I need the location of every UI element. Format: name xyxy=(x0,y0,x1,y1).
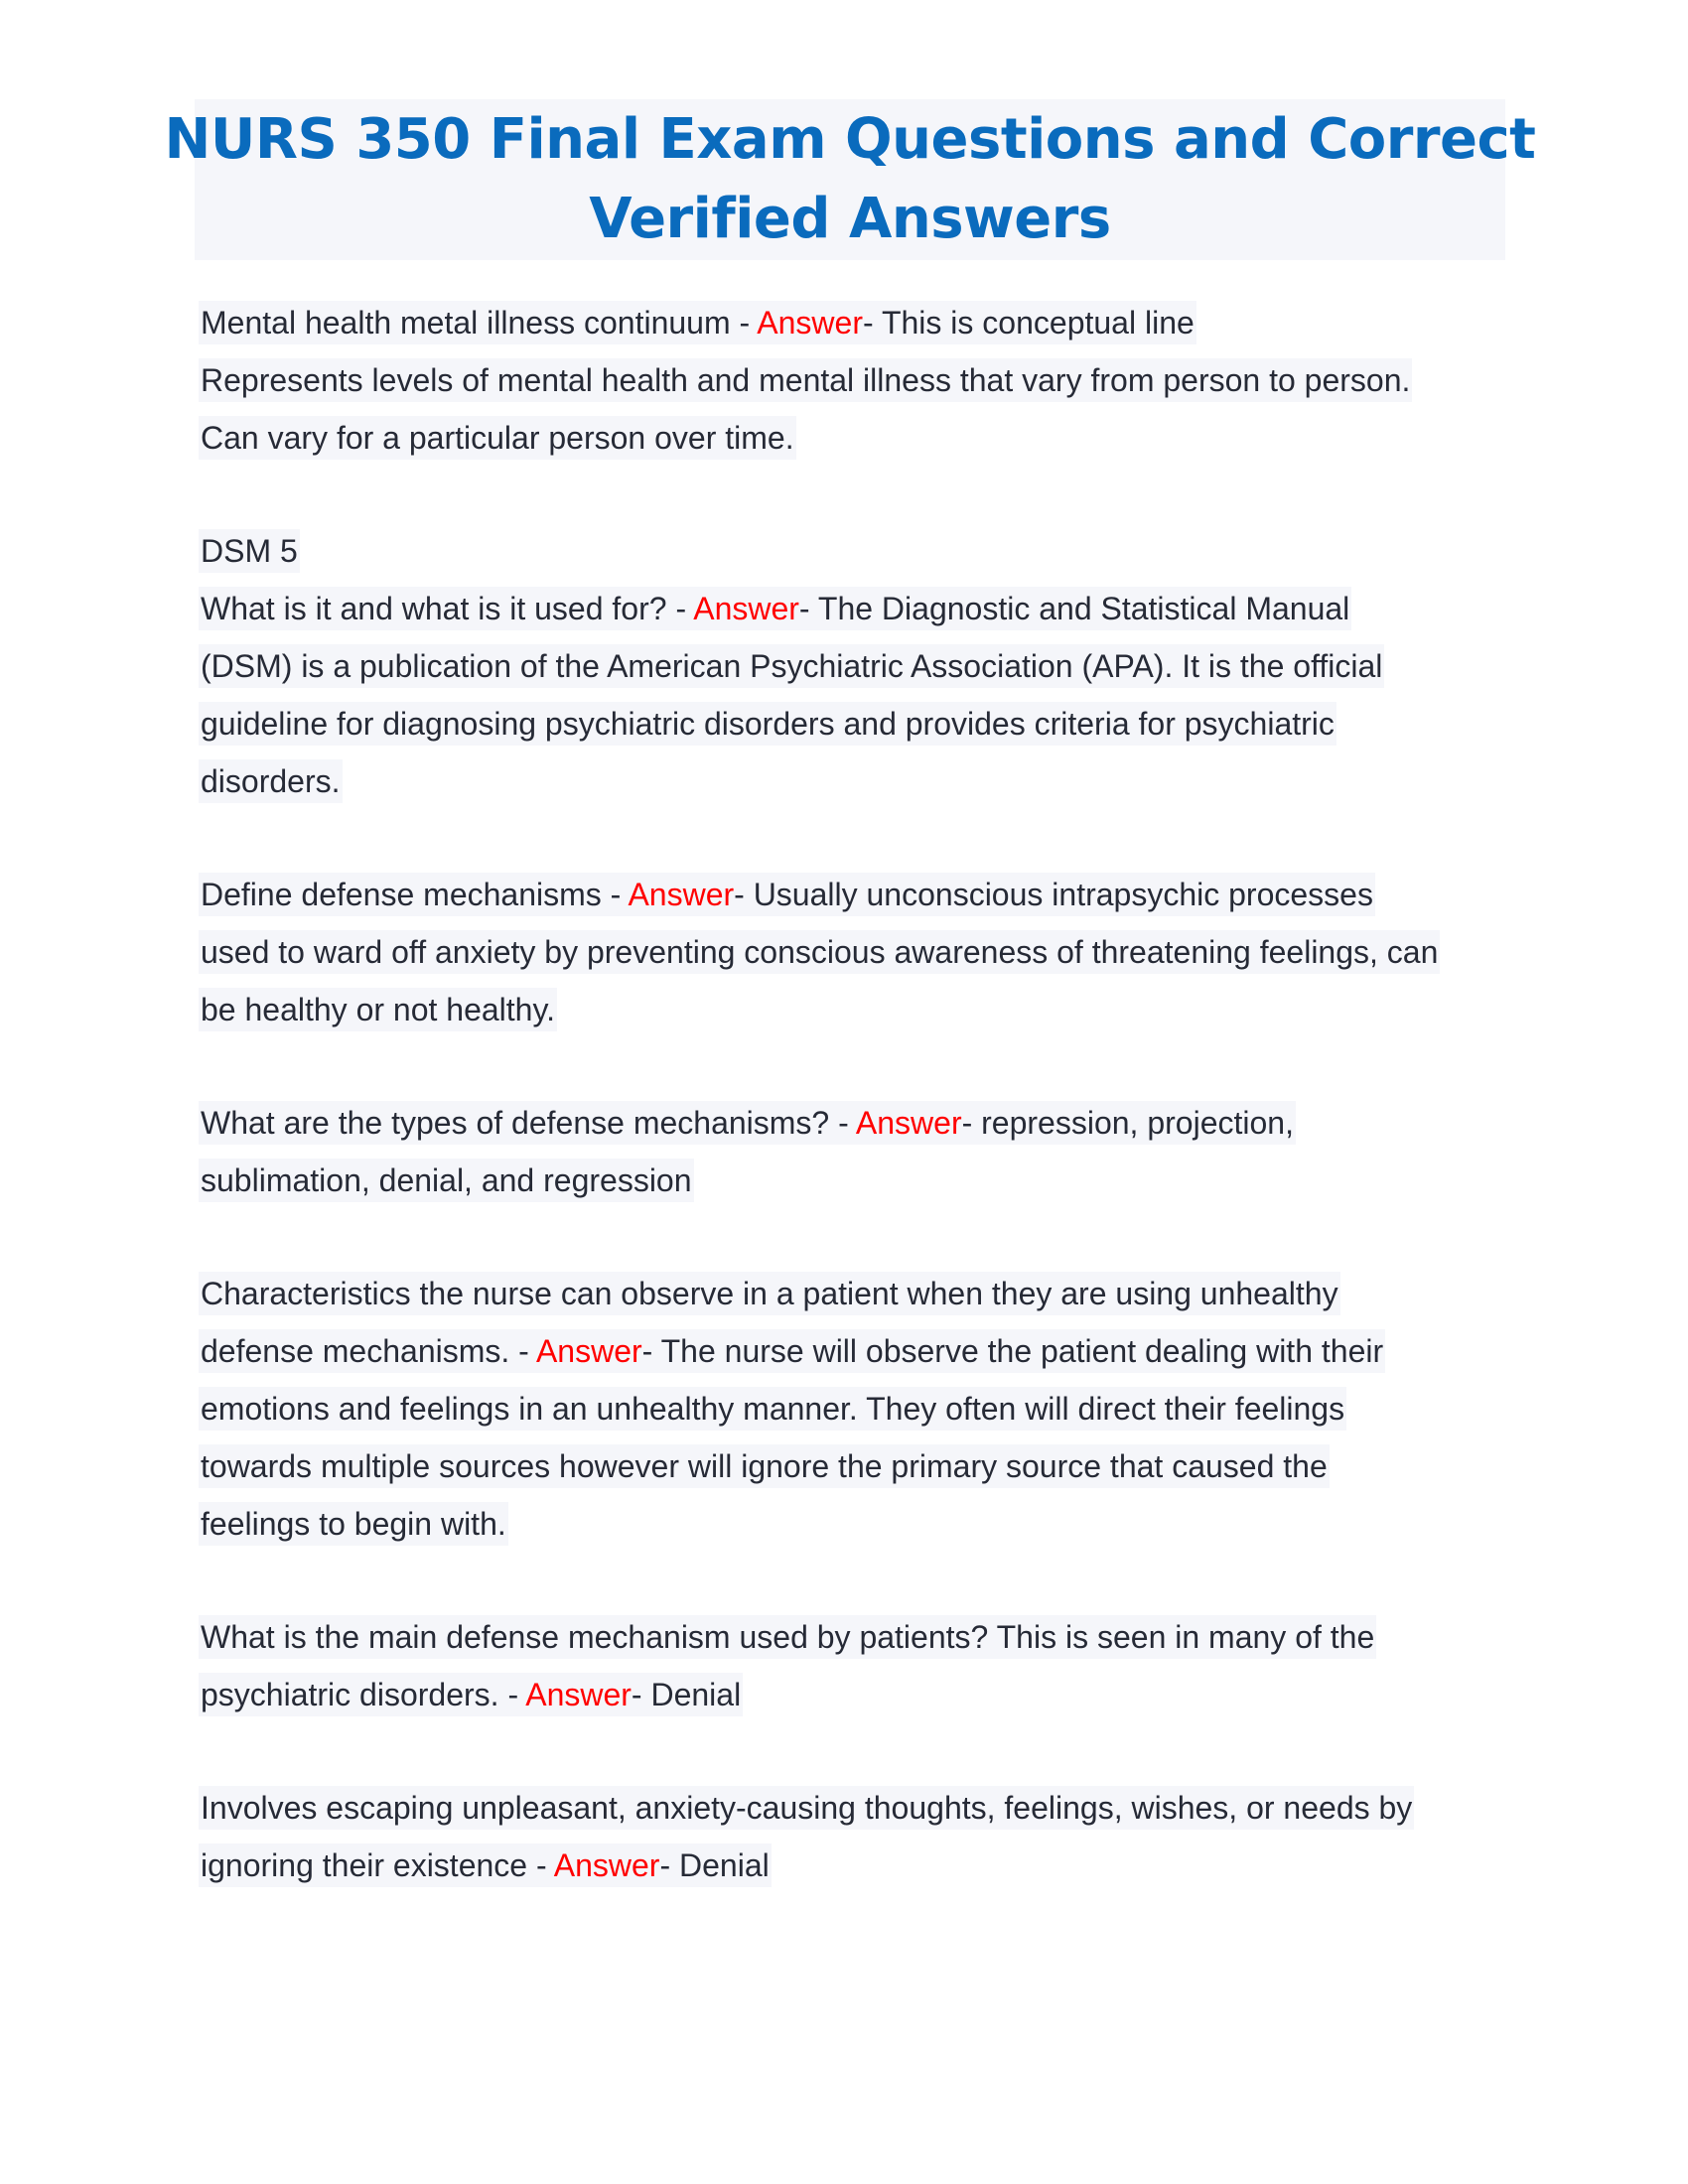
line-text: be healthy or not healthy. xyxy=(201,992,555,1027)
line-text: Characteristics the nurse can observe in a patient when they are using unhealthy xyxy=(201,1276,1338,1311)
block-spacer xyxy=(199,1038,1509,1094)
answer-text: - The nurse will observe the patient dealing with their xyxy=(641,1333,1384,1369)
highlighted-text xyxy=(199,759,343,803)
line-text: (DSM) is a publication of the American Psychiatric Association (APA). It is the official xyxy=(201,648,1383,684)
highlighted-text xyxy=(199,1843,772,1887)
text-line xyxy=(199,695,1509,752)
highlighted-text xyxy=(199,1673,743,1716)
answer-label: Answer xyxy=(757,305,863,341)
highlighted-text xyxy=(199,587,1351,630)
block-spacer xyxy=(199,1209,1509,1265)
highlighted-text xyxy=(199,301,1196,344)
text-line xyxy=(199,522,1509,580)
title-banner xyxy=(164,99,1536,260)
text-line xyxy=(199,923,1509,981)
answer-text: - Usually unconscious intrapsychic processes xyxy=(734,877,1373,912)
answer-text: - Denial xyxy=(631,1677,742,1712)
line-text: What are the types of defense mechanisms? - xyxy=(201,1105,856,1141)
text-line xyxy=(199,752,1509,810)
line-text: Mental health metal illness continuum - xyxy=(201,305,758,341)
highlighted-text xyxy=(199,873,1375,916)
highlighted-text xyxy=(199,644,1384,688)
block-spacer xyxy=(199,810,1509,866)
page-title-line-1: NURS 350 Final Exam Questions and Correct xyxy=(164,107,1536,172)
line-text: psychiatric disorders. - xyxy=(201,1677,526,1712)
highlighted-text xyxy=(199,529,300,573)
line-text: defense mechanisms. - xyxy=(201,1333,536,1369)
text-line xyxy=(199,1666,1509,1723)
line-text: What is the main defense mechanism used by patients? This is seen in many of the xyxy=(201,1619,1375,1655)
qa-content xyxy=(199,294,1509,1894)
text-line xyxy=(199,1094,1509,1152)
answer-label: Answer xyxy=(553,1847,660,1883)
text-line xyxy=(199,1779,1509,1837)
highlighted-text xyxy=(199,988,557,1031)
highlighted-text xyxy=(199,1272,1340,1315)
highlighted-text xyxy=(199,1159,694,1202)
highlighted-text xyxy=(199,930,1440,974)
line-text: Can vary for a particular person over time. xyxy=(201,420,794,456)
line-text: Define defense mechanisms - xyxy=(201,877,629,912)
line-text: Involves escaping unpleasant, anxiety-causing thoughts, feelings, wishes, or needs by xyxy=(201,1790,1413,1826)
text-line xyxy=(199,294,1509,351)
text-line xyxy=(199,1437,1509,1495)
line-text: guideline for diagnosing psychiatric disorders and provides criteria for psychiatric xyxy=(201,706,1335,742)
qa-block xyxy=(199,1094,1509,1209)
highlighted-text xyxy=(199,1502,508,1546)
answer-text: - This is conceptual line xyxy=(862,305,1195,341)
line-text: towards multiple sources however will ignore the primary source that caused the xyxy=(201,1448,1328,1484)
line-text: ignoring their existence - xyxy=(201,1847,554,1883)
qa-block xyxy=(199,866,1509,1038)
highlighted-text xyxy=(199,1101,1296,1145)
text-line xyxy=(199,637,1509,695)
text-line xyxy=(199,1152,1509,1209)
text-line xyxy=(199,409,1509,467)
line-text: sublimation, denial, and regression xyxy=(201,1162,692,1198)
text-line xyxy=(199,981,1509,1038)
text-line xyxy=(199,1322,1509,1380)
answer-text: - The Diagnostic and Statistical Manual xyxy=(798,591,1350,626)
line-text: emotions and feelings in an unhealthy manner. They often will direct their feelings xyxy=(201,1391,1345,1427)
highlighted-text xyxy=(199,1615,1376,1659)
line-text: Represents levels of mental health and mental illness that vary from person to person. xyxy=(201,362,1411,398)
line-text: What is it and what is it used for? - xyxy=(201,591,694,626)
highlighted-text xyxy=(199,1329,1385,1373)
text-line xyxy=(199,580,1509,637)
page-title-line-2: Verified Answers xyxy=(589,187,1111,251)
qa-block xyxy=(199,522,1509,810)
text-line xyxy=(199,866,1509,923)
answer-label: Answer xyxy=(525,1677,632,1712)
highlighted-text xyxy=(199,1786,1414,1830)
answer-label: Answer xyxy=(535,1333,642,1369)
highlighted-text xyxy=(199,1444,1330,1488)
highlighted-text xyxy=(199,358,1412,402)
answer-label: Answer xyxy=(628,877,735,912)
qa-block xyxy=(199,1265,1509,1553)
line-text: DSM 5 xyxy=(201,533,298,569)
line-text: disorders. xyxy=(201,763,341,799)
qa-block xyxy=(199,1608,1509,1723)
text-line xyxy=(199,1837,1509,1894)
answer-label: Answer xyxy=(693,591,799,626)
text-line xyxy=(199,351,1509,409)
highlighted-text xyxy=(199,702,1336,746)
block-spacer xyxy=(199,1723,1509,1779)
line-text: used to ward off anxiety by preventing conscious awareness of threatening feelings, can xyxy=(201,934,1439,970)
text-line xyxy=(199,1265,1509,1322)
block-spacer xyxy=(199,467,1509,522)
qa-block xyxy=(199,1779,1509,1894)
answer-label: Answer xyxy=(855,1105,962,1141)
answer-text: - repression, projection, xyxy=(961,1105,1294,1141)
highlighted-text xyxy=(199,416,796,460)
text-line xyxy=(199,1495,1509,1553)
block-spacer xyxy=(199,1553,1509,1608)
text-line xyxy=(199,1608,1509,1666)
line-text: feelings to begin with. xyxy=(201,1506,506,1542)
text-line xyxy=(199,1380,1509,1437)
answer-text: - Denial xyxy=(659,1847,770,1883)
highlighted-text xyxy=(199,1387,1346,1431)
qa-block xyxy=(199,294,1509,467)
